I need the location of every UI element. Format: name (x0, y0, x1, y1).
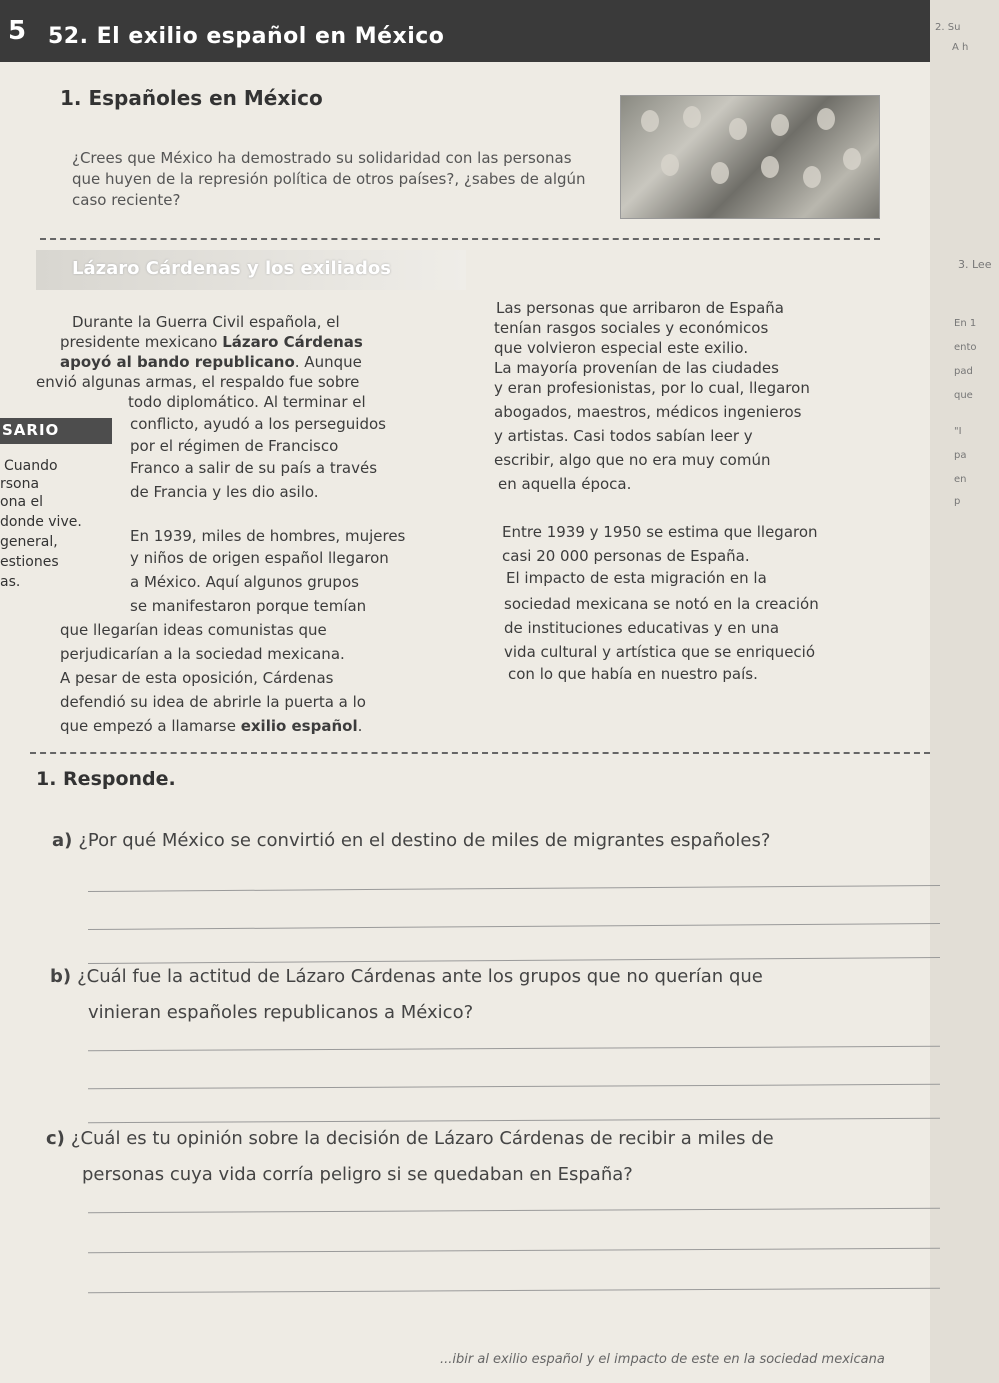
reading-line: escribir, algo que no era muy común (494, 451, 771, 469)
answer-line[interactable] (88, 1046, 940, 1051)
reading-line: vida cultural y artística que se enriqueció (504, 643, 816, 661)
adjacent-fragment: ento (954, 342, 977, 353)
glossary-fragment: rsona (0, 476, 40, 492)
adjacent-fragment: pa (954, 450, 967, 461)
reading-line: Durante la Guerra Civil española, el (72, 313, 340, 331)
adjacent-page-edge (930, 0, 999, 1383)
reading-line: apoyó al bando republicano. Aunque (60, 353, 362, 371)
reading-line: El impacto de esta migración en la (506, 569, 767, 587)
reading-line: Entre 1939 y 1950 se estima que llegaron (502, 523, 818, 541)
reading-line: de instituciones educativas y en una (504, 619, 780, 637)
reading-divider (30, 752, 930, 754)
answer-line[interactable] (88, 1208, 940, 1213)
reading-line: y niños de origen español llegaron (130, 549, 389, 567)
answer-line[interactable] (88, 957, 940, 964)
adjacent-fragment: que (954, 390, 973, 401)
reading-line: por el régimen de Francisco (130, 437, 339, 455)
reading-line: a México. Aquí algunos grupos (130, 573, 359, 591)
reading-line: perjudicarían a la sociedad mexicana. (60, 645, 345, 663)
reading-line: que volvieron especial este exilio. (494, 339, 749, 357)
glossary-fragment: general, (0, 534, 58, 550)
answer-line[interactable] (88, 1084, 940, 1089)
reading-line: En 1939, miles de hombres, mujeres (130, 527, 406, 545)
glossary-tab (0, 418, 112, 444)
section-divider (40, 238, 880, 240)
adjacent-fragment: En 1 (954, 318, 977, 329)
activity-title: 1. Responde. (36, 768, 176, 790)
adjacent-fragment: 3. Lee (958, 258, 992, 271)
adjacent-fragment: "I (954, 426, 962, 437)
reading-line: sociedad mexicana se notó en la creación (504, 595, 819, 613)
glossary-label: SARIO (2, 421, 60, 439)
reading-line: abogados, maestros, médicos ingenieros (494, 403, 802, 421)
page-number: 5 (8, 16, 27, 46)
reading-line: se manifestaron porque temían (130, 597, 367, 615)
glossary-fragment: donde vive. (0, 514, 82, 530)
reading-line: tenían rasgos sociales y económicos (494, 319, 769, 337)
reading-line: casi 20 000 personas de España. (502, 547, 750, 565)
answer-line[interactable] (88, 1118, 940, 1123)
reading-line: conflicto, ayudó a los perseguidos (130, 415, 386, 433)
reading-title: Lázaro Cárdenas y los exiliados (72, 258, 391, 279)
answer-line[interactable] (88, 1288, 940, 1293)
adjacent-fragment: 2. Su (935, 22, 961, 33)
question-c-line2: personas cuya vida corría peligro si se quedaban en España? (82, 1164, 633, 1185)
reading-line: y eran profesionistas, por lo cual, llegaron (494, 379, 810, 397)
reading-line: que llegarían ideas comunistas que (60, 621, 327, 639)
reading-line: Las personas que arribaron de España (496, 299, 785, 317)
reading-line: con lo que había en nuestro país. (508, 665, 758, 683)
reading-line: presidente mexicano Lázaro Cárdenas (60, 333, 363, 351)
exilio-term: exilio español (240, 717, 358, 735)
adjacent-fragment: p (954, 496, 961, 507)
reading-line: en aquella época. (498, 475, 632, 493)
intro-question: ¿Crees que México ha demostrado su solidaridad con las personas que huyen de la represión política de otros países?, ¿sabes de algún caso reciente? (72, 149, 586, 209)
glossary-fragment: as. (0, 574, 21, 590)
reading-line: La mayoría provenían de las ciudades (494, 359, 779, 377)
reading-line: Franco a salir de su país a través (130, 459, 378, 477)
glossary-fragment: ona el (0, 494, 43, 510)
exiles-photo (620, 95, 880, 219)
footer-note: ...ibir al exilio español y el impacto de este en la sociedad mexicana (440, 1352, 885, 1367)
question-b: b) ¿Cuál fue la actitud de Lázaro Cárdenas ante los grupos que no querían que (50, 966, 763, 987)
answer-line[interactable] (88, 1248, 940, 1253)
reading-line: y artistas. Casi todos sabían leer y (494, 427, 753, 445)
reading-line: todo diplomático. Al terminar el (128, 393, 366, 411)
adjacent-fragment: pad (954, 366, 973, 377)
reading-line: defendió su idea de abrirle la puerta a lo (60, 693, 366, 711)
lesson-title: 52. El exilio español en México (48, 24, 445, 49)
adjacent-fragment: en (954, 474, 967, 485)
reading-line: A pesar de esta oposición, Cárdenas (60, 669, 334, 687)
reading-line: que empezó a llamarse exilio español. (60, 717, 363, 735)
glossary-fragment: estiones (0, 554, 59, 570)
question-b-line2: vinieran españoles republicanos a México? (88, 1002, 474, 1023)
highlight-name: Lázaro Cárdenas (222, 333, 363, 351)
reading-line: envió algunas armas, el respaldo fue sobre (36, 373, 360, 391)
answer-line[interactable] (88, 885, 940, 892)
adjacent-fragment: A h (952, 42, 969, 53)
question-a: a) ¿Por qué México se convirtió en el destino de miles de migrantes españoles? (52, 830, 771, 851)
reading-line: de Francia y les dio asilo. (130, 483, 319, 501)
glossary-fragment: Cuando (4, 458, 58, 474)
answer-line[interactable] (88, 923, 940, 930)
section-title: 1. Españoles en México (60, 86, 323, 110)
question-c: c) ¿Cuál es tu opinión sobre la decisión de Lázaro Cárdenas de recibir a miles de (46, 1128, 774, 1149)
